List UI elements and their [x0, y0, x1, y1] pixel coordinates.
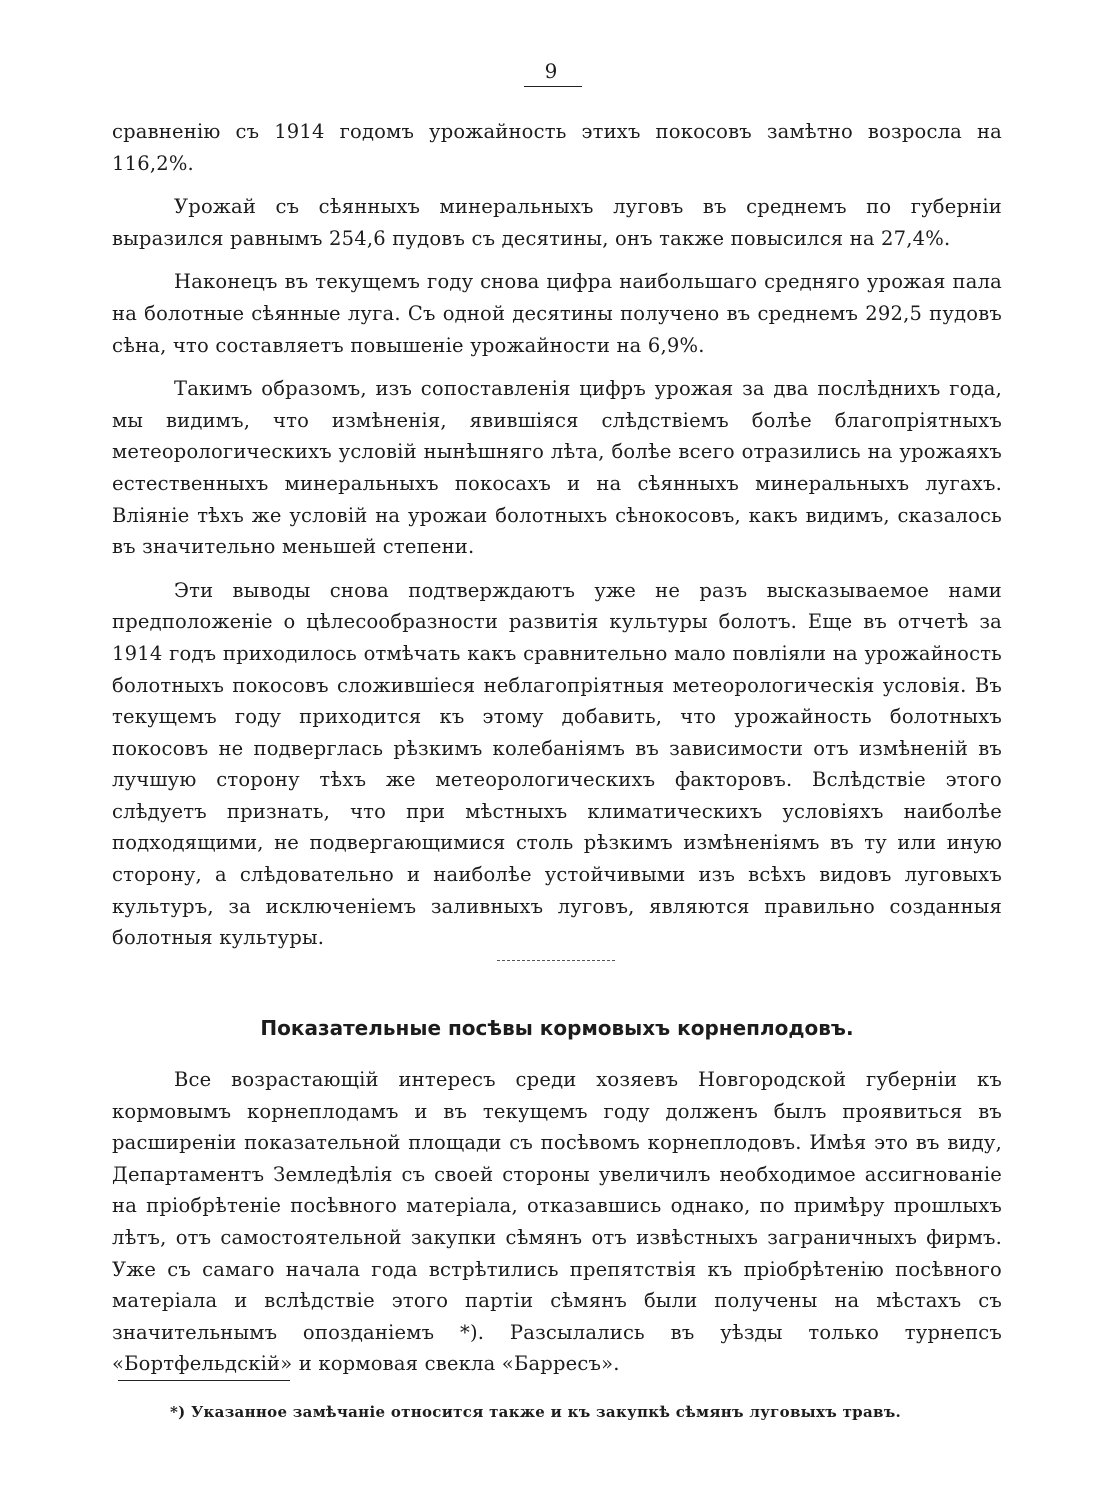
- section-heading: Показательные посѣвы кормовыхъ корнеплодовъ.: [260, 1016, 854, 1040]
- paragraph-5: Эти выводы снова подтверждаютъ уже не разъ высказываемое нами предположеніе о цѣлесообразности развитія культуры болотъ. Еще въ отчетѣ за 1914 годъ приходилось отмѣчать какъ сравнительно мало повліяли на урожайность болотныхъ покосовъ сложившіеся неблагопріятныя метеорологическія условія. Въ текущемъ году приходится къ этому добавить, что урожайность болотныхъ покосовъ не подверглась рѣзкимъ колебаніямъ въ зависимости отъ измѣненій въ лучшую сторону тѣхъ же метеорологическихъ факторовъ. Вслѣдствіе этого слѣдуетъ признать, что при мѣстныхъ климатическихъ условіяхъ наиболѣе подходящими, не подвергающимися столь рѣзкимъ измѣненіямъ въ ту или иную сторону, а слѣдовательно и наиболѣе устойчивыми изъ всѣхъ видовъ луговыхъ культуръ, за исключеніемъ заливныхъ луговъ, являются правильно созданныя болотныя культуры.: [112, 578, 1002, 950]
- section-2-text: [112, 1064, 1002, 1392]
- section-divider: [497, 960, 615, 961]
- paragraph-3: Наконецъ въ текущемъ году снова цифра наибольшаго средняго урожая пала на болотные сѣянные луга. Съ одной десятины получено въ среднемъ 292,5 пудовъ сѣна, что составляетъ повышеніе урожайности на 6,9%.: [112, 270, 1002, 357]
- section-1-text: [112, 116, 1002, 966]
- page-number: 9: [544, 59, 558, 83]
- paragraph-4: Такимъ образомъ, изъ сопоставленія цифръ урожая за два послѣднихъ года, мы видимъ, что измѣненія, явившіяся слѣдствіемъ болѣе благопріятныхъ метеорологическихъ условій нынѣшняго лѣта, болѣе всего отразились на урожаяхъ естественныхъ минеральныхъ покосахъ и на сѣянныхъ минеральныхъ лугахъ. Вліяніе тѣхъ же условій на урожаи болотныхъ сѣнокосовъ, какъ видимъ, сказалось въ значительно меньшей степени.: [112, 377, 1002, 559]
- paragraph-2: Урожай съ сѣянныхъ минеральныхъ луговъ въ среднемъ по губерніи выразился равнымъ 254,6 пудовъ съ десятины, онъ также повысился на 27,4%.: [112, 195, 1002, 250]
- footnote-rule: [118, 1380, 290, 1381]
- paragraph-6: Все возрастающій интересъ среди хозяевъ Новгородской губерніи къ кормовымъ корнеплодамъ и въ текущемъ году долженъ былъ проявиться въ расширеніи показательной площади съ посѣвомъ корнеплодовъ. Имѣя это въ виду, Департаментъ Земледѣлія съ своей стороны увеличилъ необходимое ассигнованіе на пріобрѣтеніе посѣвного матеріала, отказавшись однако, по примѣру прошлыхъ лѣтъ, отъ самостоятельной закупки сѣмянъ отъ извѣстныхъ заграничныхъ фирмъ. Уже съ самаго начала года встрѣтились препятствія къ пріобрѣтенію посѣвного матеріала и вслѣдствіе этого партіи сѣмянъ были получены на мѣстахъ съ значительнымъ опозданіемъ *). Разсылались въ уѣзды только турнепсъ «Бортфельдскій» и кормовая свекла «Барресъ».: [112, 1068, 1002, 1376]
- footnote: *) Указанное замѣчаніе относится также и къ закупкѣ сѣмянъ луговыхъ травъ.: [170, 1403, 902, 1421]
- page-number-rule: [524, 86, 582, 87]
- paragraph-1: сравненію съ 1914 годомъ урожайность этихъ покосовъ замѣтно возросла на 116,2%.: [112, 120, 1002, 175]
